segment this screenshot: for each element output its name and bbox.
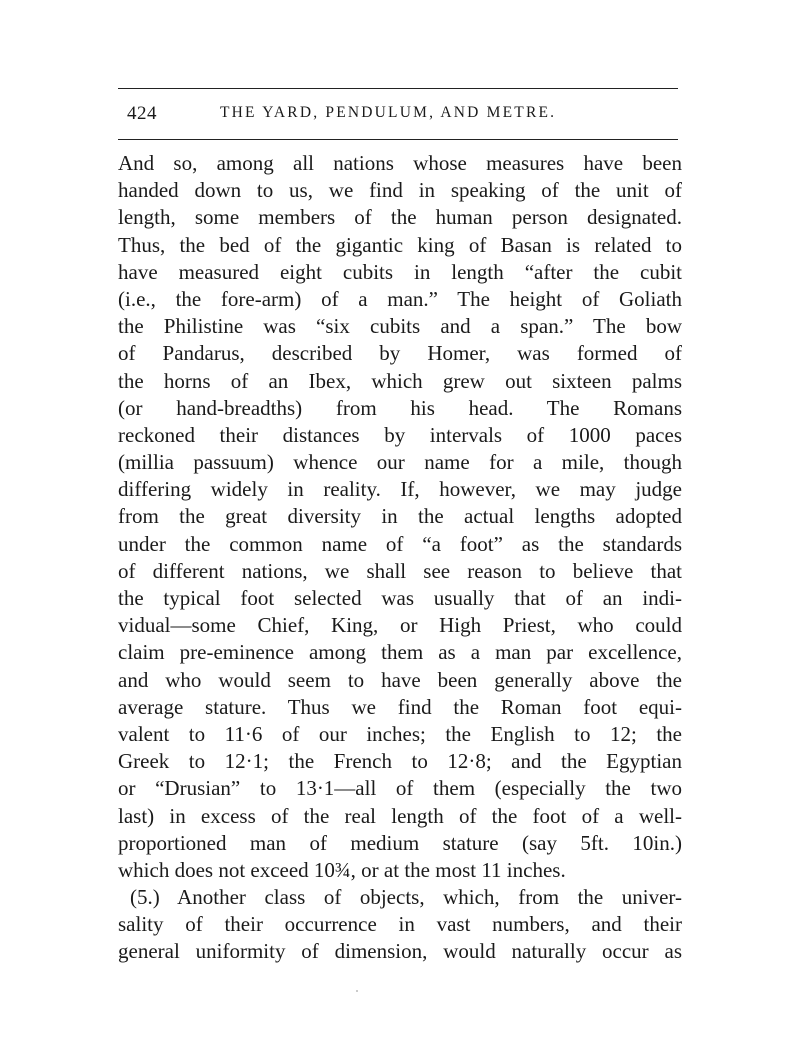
page-number: 424 <box>127 103 157 124</box>
text-line: sality of their occurrence in vast numbers, and their <box>118 912 682 937</box>
paper-speck <box>356 990 358 992</box>
paragraph-start-line: (5.) Another class of objects, which, from the univer- <box>130 885 682 910</box>
text-line: the Philistine was “six cubits and a span.” The bow <box>118 314 682 339</box>
text-line: which does not exceed 10¾, or at the most 11 inches. <box>118 857 566 882</box>
text-line: or “Drusian” to 13·1—all of them (especially the two <box>118 776 682 801</box>
text-line: the horns of an Ibex, which grew out sixteen palms <box>118 368 682 393</box>
text-line: and who would seem to have been generally above the <box>118 667 682 692</box>
running-title: THE YARD, PENDULUM, AND METRE. <box>220 104 557 121</box>
text-line: average stature. Thus we find the Roman foot equi- <box>118 694 682 719</box>
running-header <box>118 103 678 129</box>
text-line: Thus, the bed of the gigantic king of Basan is related to <box>118 232 682 257</box>
text-line: the typical foot selected was usually that of an indi- <box>118 586 682 610</box>
text-line: valent to 11·6 of our inches; the English to 12; the <box>118 721 682 746</box>
text-line: length, some members of the human person designated. <box>118 205 682 230</box>
text-line: reckoned their distances by intervals of 1000 paces <box>118 422 682 447</box>
text-line: handed down to us, we find in speaking of the unit of <box>118 178 682 203</box>
text-line: Greek to 12·1; the French to 12·8; and the Egyptian <box>118 749 682 774</box>
header-rule-bottom <box>118 139 678 140</box>
text-line: (or hand-breadths) from his head. The Romans <box>118 395 682 420</box>
text-line: vidual—some Chief, King, or High Priest, who could <box>118 613 682 638</box>
text-line: of different nations, we shall see reason to believe that <box>118 558 682 583</box>
body-text <box>118 150 682 966</box>
header-rule-top <box>118 88 678 89</box>
text-line: last) in excess of the real length of the foot of a well- <box>118 803 682 828</box>
text-line: differing widely in reality. If, however, we may judge <box>118 477 682 502</box>
text-line: of Pandarus, described by Homer, was formed of <box>118 341 682 366</box>
text-line: have measured eight cubits in length “after the cubit <box>118 259 682 284</box>
text-line: claim pre-eminence among them as a man par excellence, <box>118 640 682 665</box>
text-line: under the common name of “a foot” as the standards <box>118 531 682 556</box>
text-line: general uniformity of dimension, would naturally occur as <box>118 939 682 964</box>
text-line: proportioned man of medium stature (say 5ft. 10in.) <box>118 830 682 855</box>
text-line: (millia passuum) whence our name for a mile, though <box>118 450 682 475</box>
text-line: And so, among all nations whose measures have been <box>118 151 682 175</box>
text-line: from the great diversity in the actual lengths adopted <box>118 504 682 529</box>
text-line: (i.e., the fore-arm) of a man.” The height of Goliath <box>118 286 682 311</box>
